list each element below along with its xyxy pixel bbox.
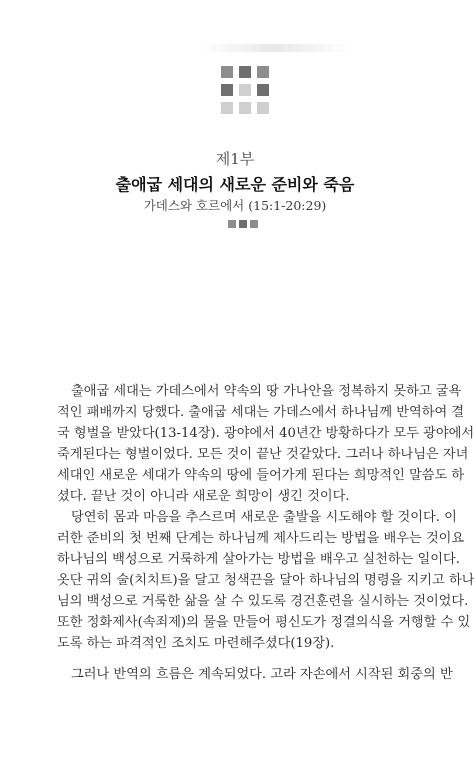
text-line: 도록 하는 파격적인 조치도 마련해주셨다(19장). xyxy=(57,636,335,651)
ornament-square xyxy=(239,84,251,96)
paragraph xyxy=(57,381,474,507)
text-line: 러한 준비의 첫 번째 단계는 하나님께 제사드리는 방법을 배우는 것이요 xyxy=(57,531,465,546)
ornament-square-grid xyxy=(221,66,269,114)
text-line: 또한 정화제사(속죄제)의 물을 만들어 평신도가 정결의식을 거행할 수 있 xyxy=(57,615,471,630)
ornament-square xyxy=(239,220,247,228)
paragraph xyxy=(57,507,474,654)
text-line: 셨다. 끝난 것이 아니라 새로운 희망이 생긴 것이다. xyxy=(57,489,350,504)
text-line: 옷단 귀의 술(치치트)을 달고 청색끈을 달아 하나님의 명령을 지키고 하나 xyxy=(57,573,474,588)
ornament-square xyxy=(257,102,269,114)
ornament-mini-squares xyxy=(228,220,258,228)
part-label: 제1부 xyxy=(215,150,255,168)
text-line: 세대인 새로운 세대가 약속의 땅에 들어가게 된다는 희망적인 말씀도 하 xyxy=(57,468,465,483)
ornament-square xyxy=(221,84,233,96)
ornament-square xyxy=(257,84,269,96)
text-line: 그러나 반역의 흐름은 계속되었다. 고라 자손에서 시작된 회중의 반 xyxy=(71,667,453,682)
ornament-square xyxy=(239,102,251,114)
ornament-square xyxy=(257,66,269,78)
text-line: 님의 백성으로 거룩한 삶을 살 수 있도록 경건훈련을 실시하는 것이었다. xyxy=(57,594,469,609)
ornament-square xyxy=(221,66,233,78)
text-line: 당연히 몸과 마음을 추스르며 새로운 출발을 시도해야 할 것이다. 이 xyxy=(71,510,457,525)
ornament-square xyxy=(228,220,236,228)
body-text xyxy=(57,381,474,685)
text-line: 적인 패배까지 당했다. 출애굽 세대는 가데스에서 하나님께 반역하여 결 xyxy=(57,405,465,420)
text-line: 국 형벌을 받았다(13-14장). 광야에서 40년간 방황하다가 모두 광야에서 xyxy=(57,426,474,441)
paragraph-gap xyxy=(57,654,419,664)
text-line: 죽게된다는 형벌이었다. 모든 것이 끝난 것같았다. 그러나 하나님은 자녀 xyxy=(57,447,469,462)
ornament-square xyxy=(250,220,258,228)
ornament-square xyxy=(221,102,233,114)
paragraph xyxy=(57,664,453,685)
text-line: 출애굽 세대는 가데스에서 약속의 땅 가나안을 정복하지 못하고 굴욕 xyxy=(71,384,462,399)
ornament-square xyxy=(239,66,251,78)
text-line: 하나님의 백성으로 거룩하게 살아가는 방법을 배우고 실천하는 일이다. xyxy=(57,552,460,567)
part-subtitle: 가데스와 호르에서 (15:1-20:29) xyxy=(143,198,327,213)
faded-header-ghost xyxy=(200,44,350,52)
part-title: 출애굽 세대의 새로운 준비와 죽음 xyxy=(115,175,355,194)
